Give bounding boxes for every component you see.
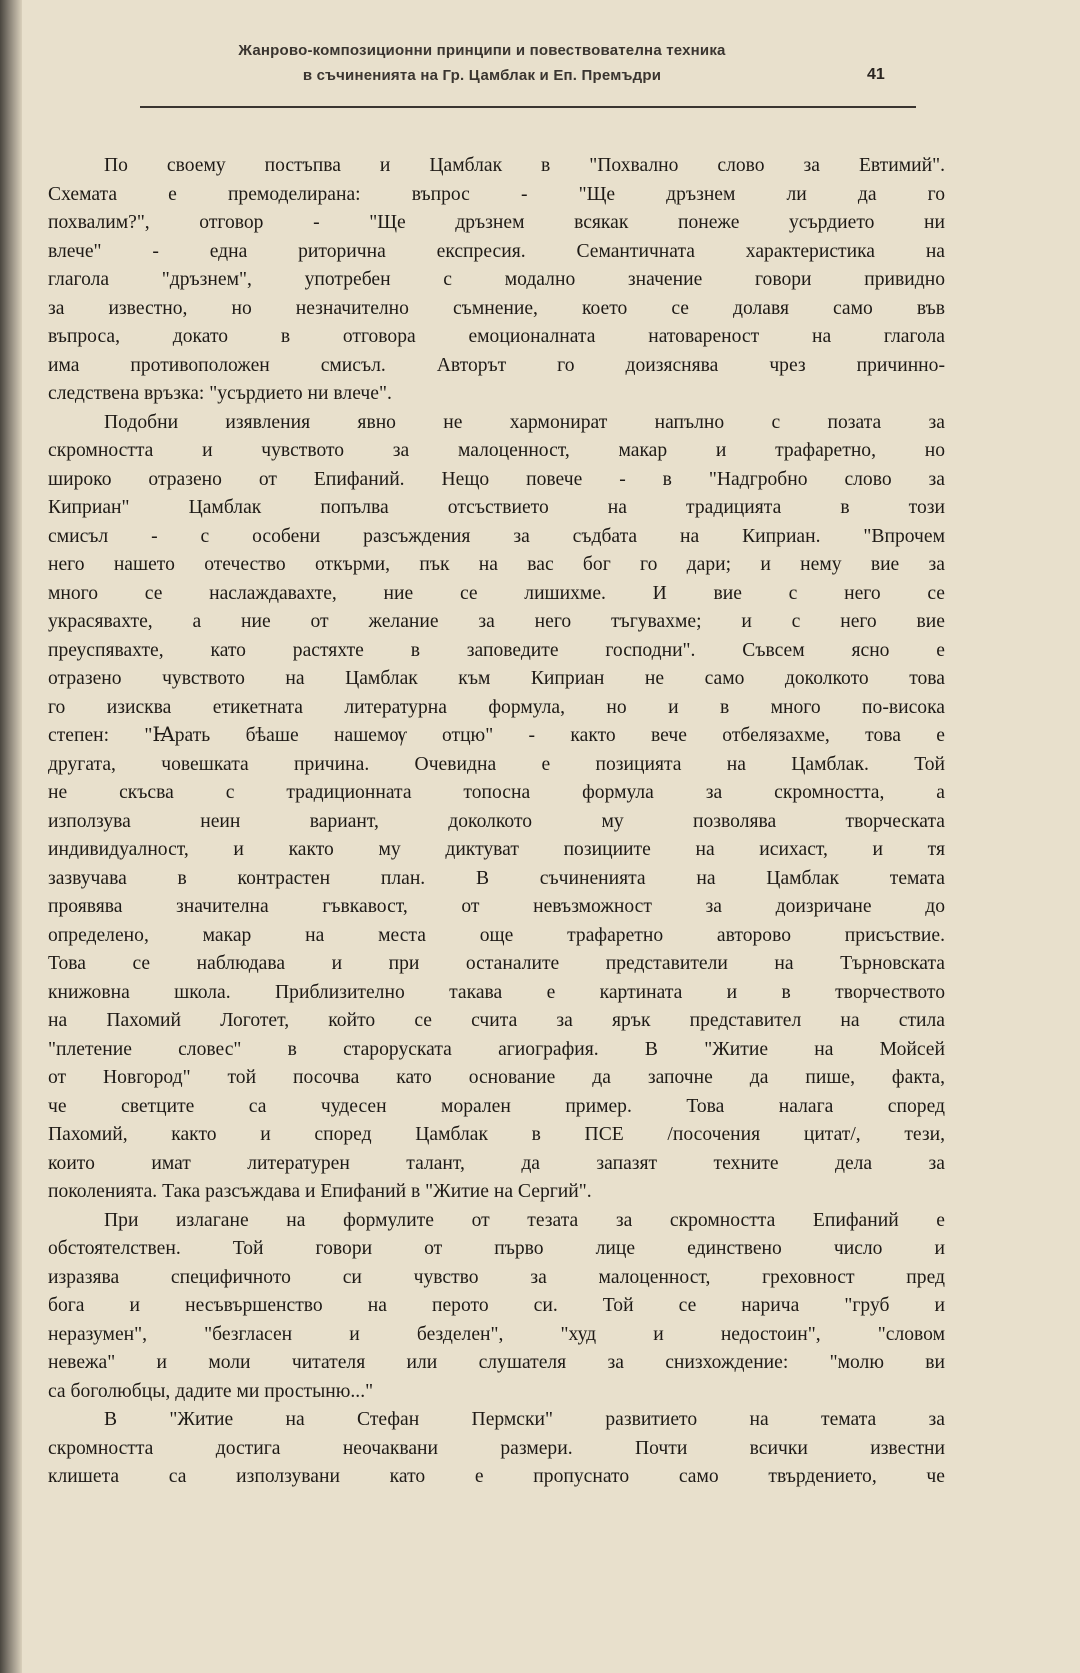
text-line: скромността и чувството за малоценност, макар и трафаретно, но: [48, 440, 945, 461]
text-line: клишета са използувани като е пропуснато само твърдението, че: [48, 1466, 945, 1487]
text-line: широко отразено от Епифаний. Нещо повече - в "Надгробно слово за: [48, 468, 945, 490]
body-text: [48, 152, 945, 1492]
text-line: Пахомий, както и според Цамблак в ПСЕ /посочения цитат/, тези,: [48, 1124, 945, 1145]
running-head-line-2: в съчиненията на Гр. Цамблак и Еп. Премъдри: [302, 67, 662, 84]
text-line: бога и несъвършенство на перото си. Той се нарича "груб и: [48, 1295, 945, 1316]
text-line: степен: "Ꙗрать бѣаше нашемѹ отцю" - както вече отбелязахме, това е: [48, 725, 945, 746]
text-line: По своему постъпва и Цамблак в "Похвално слово за Евтимий".: [104, 155, 945, 176]
text-line: невежа" и моли читателя или слушателя за снизхождение: "молю ви: [48, 1352, 945, 1373]
text-line: за известно, но незначително съмнение, което се долавя само във: [48, 297, 945, 319]
running-head-line-1: Жанрово-композиционни принципи и повествователна техника: [238, 42, 726, 59]
text-line: изразява специфичното си чувство за малоценност, греховност пред: [48, 1266, 945, 1288]
text-line: книжовна школа. Приблизително такава е картината и в творчеството: [48, 981, 945, 1003]
text-line: него нашето отечество откърми, пък на вас бог го дари; и нему вие за: [48, 554, 945, 575]
text-line: Това се наблюдава и при останалите представители на Търновската: [48, 953, 945, 974]
running-head: [132, 38, 832, 88]
text-line: зазвучава в контрастен план. В съчиненията на Цамблак темата: [48, 867, 945, 889]
text-line: обстоятелствен. Той говори от първо лице единствено число и: [48, 1238, 945, 1259]
text-line: от Новгород" той посочва като основание да започне да пише, факта,: [48, 1067, 945, 1088]
book-page: [22, 0, 1080, 1673]
text-line: При излагане на формулите от тезата за скромността Епифаний е: [104, 1209, 945, 1231]
text-line: влече" - една риторична експресия. Семантичната характеристика на: [48, 240, 945, 262]
text-line: Подобни изявления явно не хармонират напълно с позата за: [104, 411, 945, 433]
text-line: другата, човешката причина. Очевидна е позицията на Цамблак. Той: [48, 753, 945, 775]
text-line: много се наслаждавахте, ние се лишихме. И вие с него се: [48, 582, 945, 604]
text-line: неразумен", "безгласен и безделен", "худ и недостоин", "словом: [48, 1323, 945, 1345]
text-line: смисъл - с особени разсъждения за съдбата на Киприан. "Впрочем: [48, 525, 945, 547]
text-line: В "Житие на Стефан Пермски" развитието на темата за: [104, 1409, 945, 1430]
text-line: на Пахомий Логотет, който се счита за ярък представител на стила: [48, 1010, 945, 1031]
text-line: преуспявахте, като растяхте в заповедите господни". Съвсем ясно е: [48, 639, 945, 661]
text-line: не скъсва с традиционната топосна формула за скромността, а: [48, 782, 945, 803]
book-gutter-shadow: [0, 0, 22, 1673]
text-line: които имат литературен талант, да запазят техните дела за: [48, 1152, 945, 1174]
text-line: го изисква етикетната литературна формула, но и в много по-висока: [48, 696, 945, 718]
text-line: определено, макар на места още трафаретно авторово присъствие.: [48, 924, 945, 946]
text-line: глагола "дръзнем", употребен с модално значение говори привидно: [48, 269, 945, 290]
text-line: скромността достига неочаквани размери. Почти всички известни: [48, 1437, 945, 1459]
text-line: следствена връзка: "усърдието ни влече".: [48, 383, 392, 404]
text-line: има противоположен смисъл. Авторът го доизяснява чрез причинно-: [48, 354, 945, 376]
text-line: поколенията. Така разсъждава и Епифаний в "Житие на Сергий".: [48, 1181, 592, 1202]
text-line: въпроса, докато в отговора емоционалната натовареност на глагола: [48, 326, 945, 347]
text-line: са боголюбцы, дадите ми простыню...": [48, 1380, 374, 1402]
page-number: 41: [867, 66, 885, 83]
text-line: използува неин вариант, доколкото му позволява творческата: [48, 810, 945, 832]
text-line: че светците са чудесен морален пример. Това налага според: [48, 1095, 945, 1117]
text-line: украсявахте, а ние от желание за него тъгувахме; и с него вие: [48, 611, 945, 632]
text-line: проявява значителна гъвкавост, от невъзможност за доизричане до: [48, 896, 945, 917]
header-rule: [140, 106, 916, 108]
text-line: Киприан" Цамблак попълва отсъствието на традицията в този: [48, 497, 945, 518]
text-line: индивидуалност, и както му диктуват позициите на исихаст, и тя: [48, 839, 945, 860]
text-line: Схемата е премоделирана: въпрос - "Ще дръзнем ли да го: [48, 183, 945, 205]
text-line: похвалим?", отговор - "Ще дръзнем всякак понеже усърдието ни: [48, 212, 945, 233]
text-line: "плетение словес" в староруската агиография. В "Житие на Мойсей: [48, 1038, 945, 1060]
text-line: отразено чувството на Цамблак към Киприан не само доколкото това: [48, 668, 945, 689]
